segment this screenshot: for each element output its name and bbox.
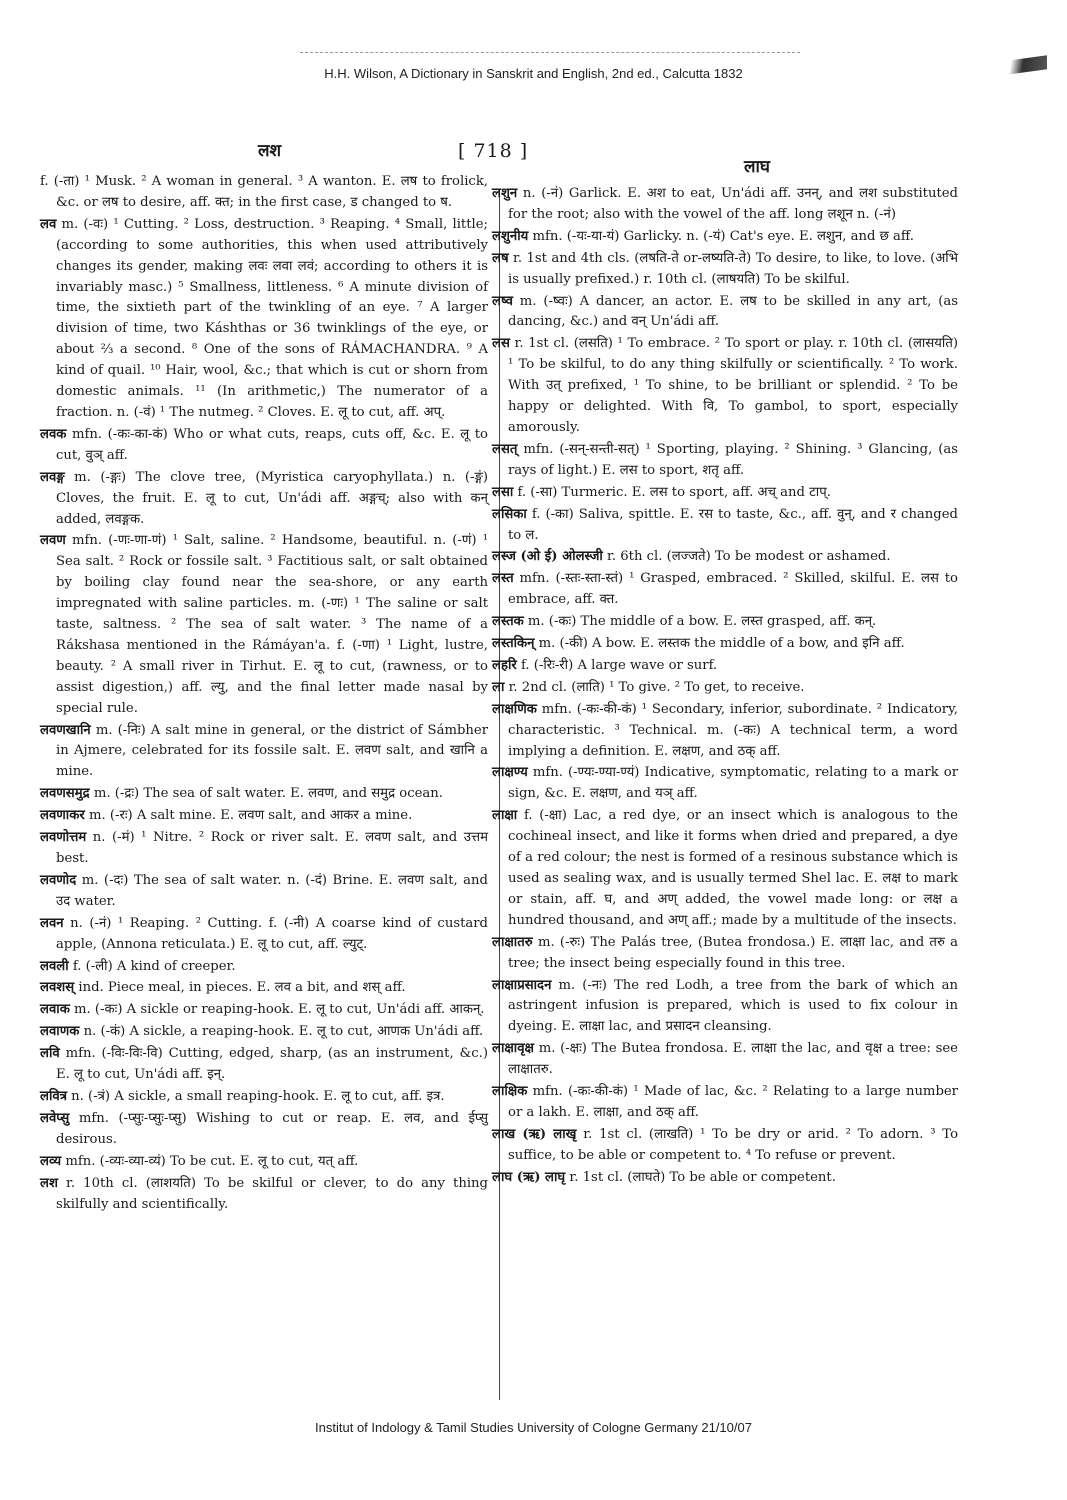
source-header: H.H. Wilson, A Dictionary in Sanskrit and English, 2nd ed., Calcutta 1832 [324,66,743,81]
entry-definition: r. 1st cl. (लाखति) ¹ To be dry or arid. ² To adorn. ³ To suffice, to be able or competent to. ⁴ To refuse or prevent. [508,1126,959,1163]
entry-definition: mfn. (-यः-या-यं) Garlicky. n. (-यं) Cat's eye. E. लशुन, and छ aff. [532,228,914,244]
entry-definition: r. 1st and 4th cls. (लषति-ते or-लष्यति-ते) To desire, to like, to love. (अभि is usually prefixed.) r. 10th cl. (लाषयति) To be skilful. [508,250,958,287]
entry-definition: m. (-रः) A salt mine. E. लवण salt, and आकर a mine. [88,808,413,824]
entry-definition: f. (-रिः-री) A large wave or surf. [520,657,718,673]
entry-headword: लशुनीय [492,228,529,244]
entry-headword: लाक्षा [492,808,518,824]
entry-headword: लस [492,336,510,352]
running-head-left: लश [258,141,282,161]
dictionary-entry [40,215,488,424]
entry-headword: लवित्र [40,1088,67,1104]
entry-headword: लाक्षाप्रसादन [492,977,552,993]
dictionary-entry [492,1082,958,1124]
dictionary-entry [492,806,958,931]
entry-headword: लसा [492,484,514,500]
entry-headword: लशुन [492,186,518,201]
dictionary-entry [492,634,958,655]
entry-definition: r. 1st cl. (लाघते) To be able or competent. [569,1169,836,1185]
entry-definition: mfn. (-विः-विः-वि) Cutting, edged, sharp, (as an instrument, &c.) E. लू to cut, Un'ádi aff. इन्. [56,1046,488,1083]
entry-definition: m. (-कः) The middle of a bow. E. लस्त grasped, aff. कन्. [527,614,877,630]
entry-definition: r. 6th cl. (लज्जते) To be modest or ashamed. [607,549,891,565]
running-head-right: लाघ [744,157,770,177]
footer-credit: Institut of Indology & Tamil Studies University of Cologne Germany 21/10/07 [315,1420,752,1435]
dictionary-entry [492,1125,958,1167]
entry-headword: लवणाकर [40,808,85,824]
entry-headword: लव्य [40,1153,62,1169]
dictionary-entry [492,505,958,547]
entry-definition: mfn. (-णः-णा-णं) ¹ Salt, saline. ² Handsome, beautiful. n. (-णं) ¹ Sea salt. ² Rock or fossile salt. ³ Factitious salt, or salt obtained by boiling clay found near the sea-shore, or any earth impregnated with saline particles. m. (-णः) ¹ The saline or salt taste, saltness. ² The sea of salt water. ³ The name of a Rákshasa mentioned in the Rámáyan'a. f. (-णा) ¹ Light, lustre, beauty. ² A small river in Tirhut. E. लू to cut, (rawness, or to assist digestion,) aff. ल्यु, and the final letter made nasal by special rule. [56,533,488,716]
dictionary-entry [492,678,958,699]
dictionary-entry [492,763,958,805]
entry-definition: f. (-ता) ¹ Musk. ² A woman in general. ³ A wanton. E. लष to frolick, &c. or लष to desire, aff. क्त; in the first case, ड changed to ष. [40,174,488,210]
entry-definition: r. 10th cl. (लाशयति) To be skilful or clever, to do any thing skilfully and scientifically. [56,1175,488,1212]
dictionary-entry [492,656,958,677]
dictionary-entry [40,468,488,531]
dictionary-entry [40,721,488,784]
dictionary-entry [492,1168,958,1189]
dictionary-entry [40,871,488,913]
dictionary-entry [40,531,488,719]
dictionary-entry [492,184,958,226]
entry-definition: m. (-क्षः) The Butea frondosa. E. लाक्षा the lac, and वृक्ष a tree: see लाक्षातरु. [508,1041,958,1078]
entry-headword: लवली [40,958,69,974]
entry-headword: लवण [40,533,66,549]
dictionary-entry [40,806,488,827]
entry-definition: m. (-ष्वः) A dancer, an actor. E. लष to be skilled in any art, (as dancing, &c.) and वन् Un'ádi aff. [508,293,958,330]
entry-definition: n. (-नं) ¹ Reaping. ² Cutting. f. (-नी) A coarse kind of custard apple, (Annona reticulata.) E. लू to cut, aff. ल्युट्. [56,915,488,952]
entry-definition: n. (-नं) Garlick. E. अश to eat, Un'ádi aff. उनन्, and लश substituted for the root; also with the vowel of the aff. long लशून n. (-नं) [508,186,958,222]
dictionary-entry [492,612,958,633]
entry-headword: लाक्षावृक्ष [492,1041,535,1057]
entry-headword: लाक्षिक [492,1084,528,1100]
entry-headword: लस्ज (ओ ई) ओलस्जी [492,549,603,565]
dictionary-entry [40,1000,488,1021]
left-column [40,172,488,1216]
entry-definition: n. (-मं) ¹ Nitre. ² Rock or river salt. E. लवण salt, and उत्तम best. [56,830,488,866]
entry-headword: लाक्षण्य [492,765,528,781]
entry-definition: n. (-कं) A sickle, a reaping-hook. E. लू to cut, आणक Un'ádi aff. [83,1024,484,1040]
entry-definition: r. 1st cl. (लसति) ¹ To embrace. ² To sport or play. r. 10th cl. (लासयति) ¹ To be skilful, to do any thing skilfully or scientifically. ² To work. With उत् prefixed, ¹ To shine, to be brilliant or splendid. ² To be happy or delighted. With वि, To gambol, to sport, especially amorously. [508,336,958,435]
entry-definition: m. (-ङ्गः) The clove tree, (Myristica caryophyllata.) n. (-ङ्गं) Cloves, the fruit. E. लू to cut, Un'ádi aff. अङ्गच्; also with कन् added, लवङ्गक. [56,469,488,527]
dictionary-entry [492,569,958,611]
dictionary-entry [492,227,958,248]
dictionary-entry [40,784,488,805]
dictionary-entry [40,1022,488,1043]
entry-headword: लाघ (ऋ) लाघृ [492,1169,566,1185]
entry-definition: m. (-की) A bow. E. लस्तक the middle of a bow, and इनि aff. [538,636,905,652]
entry-definition: mfn. (-सन्-सन्ती-सत्) ¹ Sporting, playing. ² Shining. ³ Glancing, (as rays of light.) E. लस to sport, शतृ aff. [508,441,958,478]
dictionary-entry [492,249,958,291]
entry-definition: f. (-ली) A kind of creeper. [72,958,236,974]
dictionary-entry [492,700,958,763]
dictionary-entry [40,425,488,467]
dictionary-entry [492,292,958,334]
entry-headword: लवि [40,1046,60,1062]
entry-headword: लवणोत्तम [40,830,87,846]
entry-headword: लवणसमुद्र [40,786,90,802]
entry-definition: m. (-द्रः) The sea of salt water. E. लवण, and समुद्र ocean. [93,786,443,802]
entry-definition: mfn. (-कः-की-कं) ¹ Secondary, inferior, subordinate. ² Indicatory, characteristic. ³ Technical. m. (-कः) A technical term, a word implying a definition. E. लक्षण, and ठक् aff. [508,701,958,759]
entry-definition: ind. Piece meal, in pieces. E. लव a bit, and शस् aff. [78,980,406,996]
entry-headword: लवक [40,426,67,442]
entry-definition: m. (-वः) ¹ Cutting. ² Loss, destruction. ³ Reaping. ⁴ Small, little; (according to some authorities, this when used attributively changes its gender, making लवः लवा लवं; according to others it is invariably masc.) ⁵ Smallness, littleness. ⁶ A minute division of time, the sixtieth part of the twinkling of an eye. ⁷ A larger division of time, two Káshthas or 36 twinklings of the eye, or about ⅔ a second. ⁸ One of the sons of RÁMACHANDRA. ⁹ A kind of quail. ¹⁰ Hair, wool, &c.; that which is cut or shorn from domestic animals. ¹¹ (In arithmetic,) The numerator of a fraction. n. (-वं) ¹ The nutmeg. ² Cloves. E. लू to cut, aff. अप्. [56,216,488,420]
entry-definition: m. (-नः) The red Lodh, a tree from the bark of which an astringent infusion is prepared, which is used to fix colour in dyeing. E. लाक्षा lac, and प्रसादन cleansing. [508,977,958,1035]
entry-headword: लस्तक [492,614,524,630]
entry-headword: लहरि [492,657,517,673]
dictionary-entry [40,978,488,999]
dictionary-entry [40,1087,488,1108]
entry-headword: लष्व [492,293,513,309]
entry-definition: m. (-रुः) The Palás tree, (Butea frondosa.) E. लाक्षा lac, and तरु a tree; the insect being especially found in this tree. [508,934,958,971]
entry-headword: लवङ्ग [40,469,65,485]
dictionary-entry [40,1109,488,1151]
entry-definition: mfn. (-प्सुः-प्सुः-प्सु) Wishing to cut or reap. E. लव, and ईप्सु desirous. [56,1110,488,1147]
dictionary-entry [40,914,488,956]
dictionary-entry [492,1039,958,1081]
entry-headword: लवाक [40,1002,70,1018]
entry-definition: f. (-सा) Turmeric. E. लस to sport, aff. अच् and टाप्. [517,484,831,500]
entry-headword: ला [492,679,505,695]
dictionary-entry [492,547,958,568]
entry-headword: लसत् [492,441,518,457]
scan-artifact-line [300,52,800,53]
entry-definition: mfn. (-कः-की-कं) ¹ Made of lac, &c. ² Relating to a large number or a lakh. E. लाक्षा, and ठक् aff. [508,1084,958,1120]
entry-headword: लाक्षातरु [492,934,533,950]
entry-headword: लवशस् [40,980,75,996]
dictionary-entry [40,1174,488,1216]
dictionary-entry [492,334,958,439]
entry-definition: mfn. (-व्यः-व्या-व्यं) To be cut. E. लू to cut, यत् aff. [65,1153,359,1169]
entry-headword: लश [40,1175,58,1191]
dictionary-entry [492,483,958,504]
entry-headword: लवन [40,915,64,931]
entry-definition: mfn. (-कः-का-कं) Who or what cuts, reaps, cuts off, &c. E. लू to cut, वुञ् aff. [56,426,488,463]
dictionary-entry [492,933,958,975]
entry-headword: लवणोद [40,872,77,888]
entry-definition: m. (-कः) A sickle or reaping-hook. E. लू to cut, Un'ádi aff. आकन्. [74,1002,485,1018]
entry-headword: लाख (ऋ) लाखृ [492,1126,577,1142]
dictionary-entry [492,440,958,482]
dictionary-entry [40,957,488,978]
entry-definition: f. (-का) Saliva, spittle. E. रस to taste, &c., aff. वुन्, and र changed to ल. [508,506,958,543]
dictionary-entry [40,828,488,870]
entry-definition: mfn. (-स्तः-स्ता-स्तं) ¹ Grasped, embraced. ² Skilled, skilful. E. लस to embrace, aff. क्त. [508,571,958,608]
entry-headword: लव [40,216,57,232]
entry-headword: लस्तकिन् [492,636,535,652]
entry-definition: m. (-निः) A salt mine in general, or the district of Sámbher in Ajmere, celebrated for its fossile salt. E. लवण salt, and खानि a mine. [56,722,488,780]
dictionary-entry [492,976,958,1039]
right-column [492,184,958,1190]
entry-definition: n. (-त्रं) A sickle, a small reaping-hook. E. लू to cut, aff. इत्र. [71,1088,445,1104]
page-number: [ 718 ] [458,140,529,162]
entry-definition: m. (-दः) The sea of salt water. n. (-दं) Brine. E. लवण salt, and उद water. [56,872,488,909]
entry-headword: लाक्षणिक [492,701,537,717]
dictionary-entry [40,1152,488,1173]
entry-headword: लवणखानि [40,722,91,738]
entry-headword: लष [492,250,509,266]
entry-headword: लवाणक [40,1024,80,1040]
entry-headword: लस्त [492,571,514,587]
dictionary-entry [40,172,488,214]
dictionary-entry [40,1044,488,1086]
entry-definition: r. 2nd cl. (लाति) ¹ To give. ² To get, to receive. [508,679,805,695]
entry-definition: f. (-क्षा) Lac, a red dye, or an insect which is analogous to the cochineal insect, and like it forms when dried and prepared, a dye of a red colour; the nest is formed of a resinous substance which is used as sealing wax, and is usually termed Shel lac. E. लक्ष to mark or stain, aff. घ, and अण् added, the vowel made long: or लक्ष a hundred thousand, and अण् aff.; made by a multitude of the insects. [508,808,958,928]
entry-headword: लवेप्सु [40,1110,70,1126]
entry-headword: लसिका [492,506,527,522]
entry-definition: mfn. (-ण्यः-ण्या-ण्यं) Indicative, symptomatic, relating to a mark or sign, &c. E. लक्षण, and यञ् aff. [508,765,958,802]
